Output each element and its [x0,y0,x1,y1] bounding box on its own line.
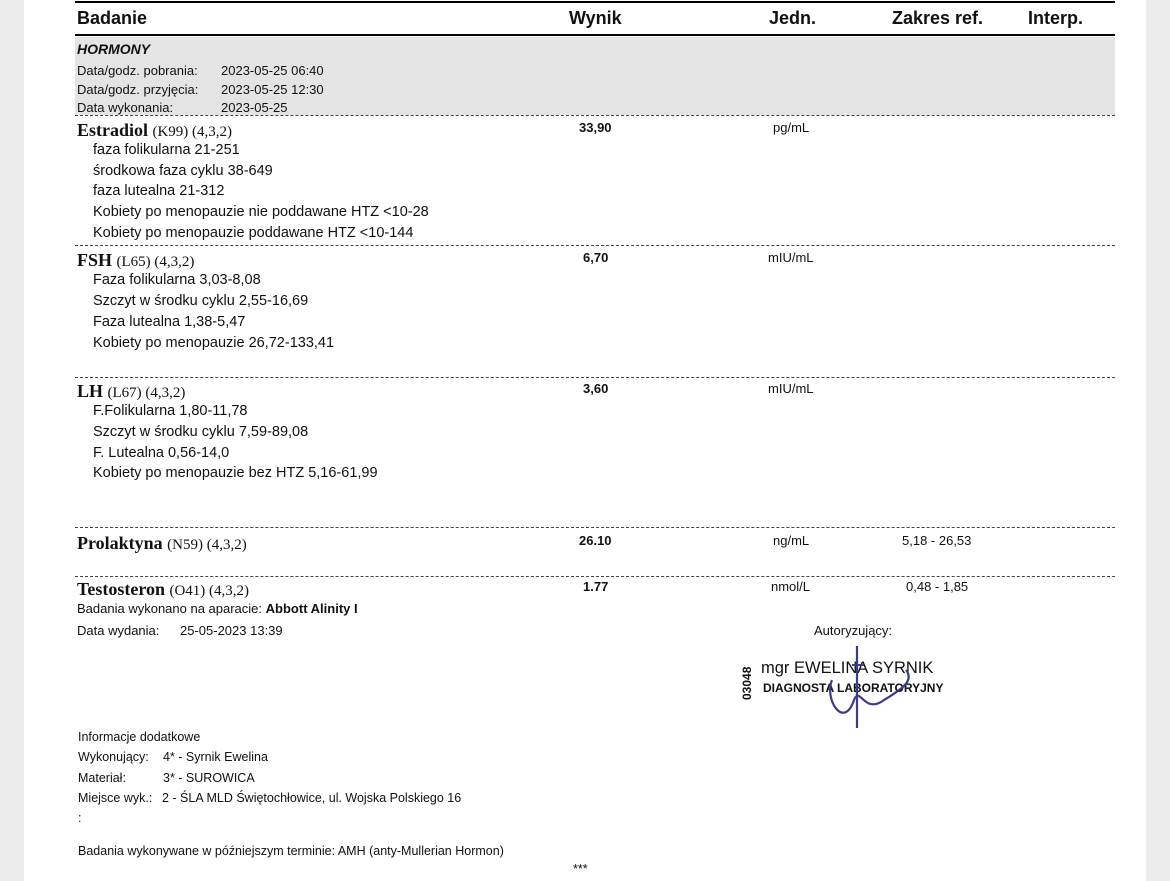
reference-note: faza lutealna 21-312 [93,183,225,199]
reference-note: Faza lutealna 1,38-5,47 [93,314,246,330]
issue-date-label: Data wydania: [77,623,160,638]
test-testosterone [77,579,249,600]
test-name: Estradiol [77,120,149,140]
collection-date-value: 2023-05-25 06:40 [221,63,324,78]
device-label: Badania wykonano na aparacie: [77,601,263,616]
reference-note: F. Lutealna 0,56-14,0 [93,445,230,461]
reference-note: Faza folikularna 3,03-8,08 [93,272,261,288]
execution-date-value: 2023-05-25 [221,100,288,115]
device-value: Abbott Alinity I [265,601,358,616]
divider [75,576,1115,577]
header-bottom-rule [75,34,1115,36]
received-date-value: 2023-05-25 12:30 [221,82,324,97]
divider [75,377,1115,378]
additional-info-material-value: 3* - SUROWICA [163,771,255,785]
later-tests-note: Badania wykonywane w późniejszym terminie: AMH (anty-Mullerian Hormon) [78,844,504,858]
test-prolactin [77,533,247,554]
test-code: (L65) (4,3,2) [116,254,195,270]
reference-note: Szczyt w środku cyklu 7,59-89,08 [93,424,309,440]
additional-info-material-label: Materiał: [78,771,126,785]
section-title: HORMONY [77,41,151,57]
additional-info-performer-value: 4* - Syrnik Ewelina [163,750,268,764]
test-code: (N59) (4,3,2) [167,537,247,553]
additional-info-place-value: 2 - ŚLA MLD Świętochłowice, ul. Wojska Polskiego 16 [162,791,462,805]
reference-note: Kobiety po menopauzie nie poddawane HTZ <10-28 [93,204,429,220]
reference-note: Szczyt w środku cyklu 2,55-16,69 [93,293,309,309]
test-code: (O41) (4,3,2) [169,583,250,599]
device-line [77,601,358,616]
reference-note: faza folikularna 21-251 [93,142,240,158]
end-mark: *** [573,862,588,876]
stamp-name: mgr EWELINA SYRNIK [761,659,934,677]
test-unit: pg/mL [773,120,810,135]
lab-report-page [24,0,1146,881]
reference-note: Kobiety po menopauzie 26,72-133,41 [93,335,335,351]
test-reference-range: 5,18 - 26,53 [902,533,972,548]
signature-stroke [830,646,909,728]
divider [75,115,1115,116]
test-result: 1.77 [583,579,609,594]
test-estradiol [77,120,232,141]
collection-date-label: Data/godz. pobrania: [77,63,198,78]
column-header-test: Badanie [77,8,148,28]
column-header-unit: Jedn. [769,8,817,28]
divider [75,527,1115,528]
authorizer-label: Autoryzujący: [814,623,893,638]
reference-note: Kobiety po menopauzie poddawane HTZ <10-144 [93,225,414,241]
test-name: FSH [77,250,113,270]
issue-date-value: 25-05-2023 13:39 [180,623,283,638]
received-date-label: Data/godz. przyjęcia: [77,82,199,97]
test-unit: ng/mL [773,533,810,548]
execution-date-label: Data wykonania: [77,100,174,115]
test-result: 3,60 [583,381,609,396]
test-code: (K99) (4,3,2) [152,124,233,140]
test-name: LH [77,381,104,401]
test-result: 33,90 [579,120,612,135]
test-reference-range: 0,48 - 1,85 [906,579,969,594]
additional-info-title: Informacje dodatkowe [78,730,201,744]
additional-info-performer-label: Wykonujący: [78,750,149,764]
test-result: 26.10 [579,533,612,548]
test-unit: mIU/mL [768,250,814,265]
stamp-title: DIAGNOSTA LABORATORYJNY [763,681,944,695]
header-top-rule [75,1,1115,3]
reference-note: F.Folikularna 1,80-11,78 [93,403,248,419]
test-unit: mIU/mL [768,381,814,396]
signature [794,640,934,735]
additional-info-place-label: Miejsce wyk.: [78,791,153,805]
test-unit: nmol/L [771,579,811,594]
test-lh [77,381,185,402]
test-result: 6,70 [583,250,609,265]
column-header-range: Zakres ref. [892,8,984,28]
additional-info-colon: : [78,811,82,825]
reference-note: środkowa faza cyklu 38-649 [93,163,273,179]
test-code: (L67) (4,3,2) [107,385,186,401]
column-header-result: Wynik [569,8,622,28]
test-name: Testosteron [77,579,166,599]
test-name: Prolaktyna [77,533,163,553]
reference-note: Kobiety po menopauzie bez HTZ 5,16-61,99 [93,465,378,481]
divider [75,245,1115,246]
test-fsh [77,250,194,271]
stamp-number: 03048 [740,666,754,700]
column-header-interp: Interp. [1028,8,1084,28]
